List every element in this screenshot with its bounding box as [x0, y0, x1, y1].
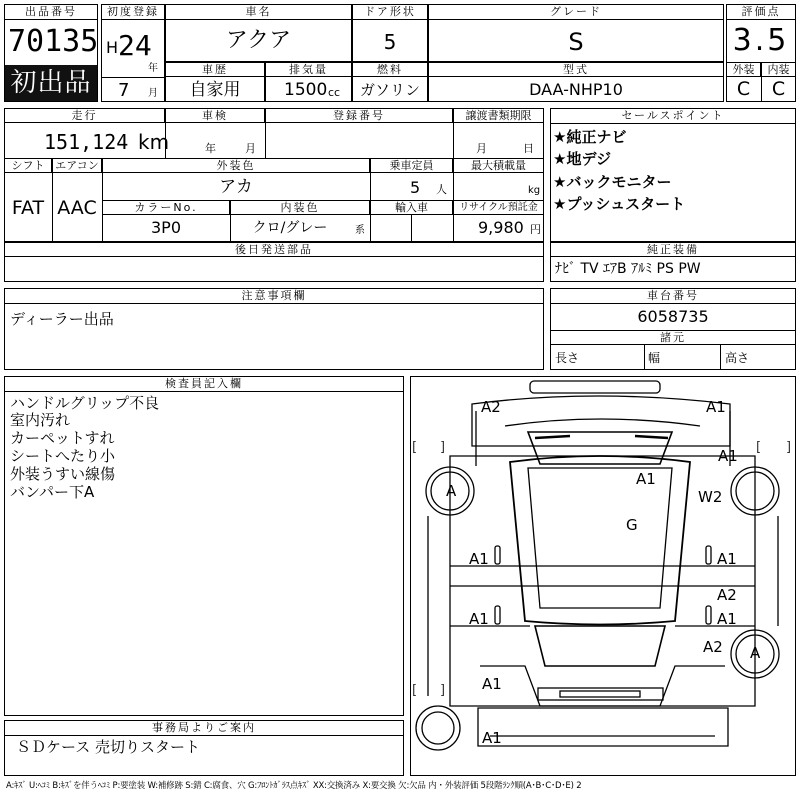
displacement-label: 排気量	[265, 62, 352, 77]
shift-value: FAT	[11, 197, 45, 219]
recycle-unit: 円	[530, 223, 541, 236]
first-listing-badge: 初出品	[5, 65, 97, 101]
damage-mark: A2	[481, 398, 501, 416]
inspector-line: カーペットすれ	[10, 429, 115, 447]
year-unit: 年	[148, 63, 158, 74]
lot-label: 出品番号	[4, 4, 98, 20]
car-name: アクア	[225, 28, 292, 53]
shift-label: シフト	[4, 158, 52, 173]
damage-mark: A1	[469, 610, 489, 628]
sales-points-label: セールスポイント	[550, 108, 796, 124]
inspector-line: 室内汚れ	[10, 411, 71, 429]
recycle-value: 9,980	[478, 218, 524, 237]
inspector-line: 外装うすい線傷	[10, 465, 116, 483]
int-color-value: クロ/グレー	[252, 220, 328, 236]
transfer-month-unit: 月	[476, 142, 487, 155]
import-label: 輸入車	[370, 200, 453, 215]
recycle-label: リサイクル預託金	[453, 200, 544, 215]
exterior-grade-label: 外装	[726, 62, 761, 77]
lot-number: 70135	[8, 24, 99, 59]
damage-mark: A1	[717, 550, 737, 568]
ac-label: エアコン	[52, 158, 102, 173]
car-name-label: 車名	[165, 4, 352, 20]
mileage-label: 走行	[4, 108, 165, 123]
max-load-label: 最大積載量	[453, 158, 544, 173]
chassis-value: 6058735	[637, 307, 709, 326]
inspection-month-unit: 月	[245, 142, 256, 155]
chassis-label: 車台番号	[550, 288, 796, 304]
door-label: ドア形状	[352, 4, 428, 20]
inspector-line: ハンドルグリップ不良	[10, 394, 160, 412]
capacity-label: 乗車定員	[370, 158, 453, 173]
dims-label: 諸元	[550, 330, 796, 345]
damage-mark: A1	[469, 550, 489, 568]
interior-grade-label: 内装	[761, 62, 796, 77]
transfer-label: 譲渡書類期限	[453, 108, 544, 123]
mileage-value: 151,124	[44, 130, 129, 154]
damage-mark: W2	[698, 488, 723, 506]
sales-point-item: ★バックモニター	[553, 173, 672, 191]
sales-point-item: ★地デジ	[553, 150, 612, 168]
damage-mark: A1	[706, 398, 726, 416]
inspection-year-unit: 年	[205, 142, 216, 155]
int-color-label: 内装色	[230, 200, 370, 215]
inspection-label: 車検	[165, 108, 265, 123]
era-mark: H	[106, 38, 119, 57]
era-year: 24	[118, 29, 152, 62]
mileage-unit: km	[138, 130, 170, 154]
score-label: 評価点	[726, 4, 796, 20]
office-label: 事務局よりご案内	[4, 720, 404, 736]
reg-month: 7	[118, 80, 130, 101]
model-value: DAA-NHP10	[529, 80, 623, 99]
damage-mark: A1	[482, 675, 502, 693]
inspector-line: シートへたり小	[10, 447, 116, 465]
color-no-value: 3P0	[150, 218, 181, 237]
reg-no-label: 登録番号	[265, 108, 453, 123]
equipment-label: 純正装備	[550, 242, 796, 257]
fuel-label: 燃料	[352, 62, 428, 77]
grade-label: グレード	[428, 4, 724, 20]
damage-mark: A1	[718, 447, 738, 465]
interior-grade: C	[771, 78, 786, 100]
sales-point-item: ★プッシュスタート	[553, 195, 686, 213]
exterior-grade: C	[736, 78, 751, 100]
equipment-value: ﾅﾋﾞ TV ｴｱB ｱﾙﾐ PS PW	[555, 261, 701, 277]
displacement-value: 1500	[284, 80, 328, 100]
notes-label: 注意事項欄	[4, 288, 544, 304]
damage-mark: A1	[482, 729, 502, 747]
sales-point-item: ★純正ナビ	[553, 128, 627, 146]
door-value: 5	[383, 30, 397, 54]
inspector-line: バンパー下A	[10, 483, 95, 501]
damage-mark: A1	[636, 470, 656, 488]
notes-value: ディーラー出品	[10, 310, 114, 328]
width-label: 幅	[648, 351, 661, 365]
ext-color-label: 外装色	[102, 158, 370, 173]
model-label: 型式	[428, 62, 724, 77]
damage-mark: A2	[703, 638, 723, 656]
displacement-unit: cc	[328, 86, 341, 99]
office-value: ＳＤケース 売切りスタート	[16, 738, 201, 756]
later-parts-label: 後日発送部品	[4, 242, 544, 257]
ac-value: AAC	[57, 197, 97, 219]
car-diagram	[410, 376, 796, 776]
damage-mark: A2	[717, 586, 737, 604]
capacity-unit: 人	[436, 183, 447, 196]
ext-color-value: アカ	[219, 177, 253, 197]
damage-mark: A1	[717, 610, 737, 628]
fuel-value: ガソリン	[359, 81, 420, 99]
history-label: 車歴	[165, 62, 265, 77]
reg-label: 初度登録	[101, 4, 165, 20]
color-no-label: カラーNo.	[102, 200, 230, 215]
transfer-day-unit: 日	[523, 142, 534, 155]
score-value: 3.5	[732, 23, 790, 58]
grade-value: S	[568, 28, 584, 56]
max-load-unit: kg	[528, 185, 541, 196]
capacity-value: 5	[410, 178, 421, 197]
damage-mark: A	[446, 482, 457, 500]
month-unit: 月	[148, 88, 158, 99]
int-color-unit: 系	[355, 225, 365, 236]
inspector-label: 検査員記入欄	[4, 376, 404, 392]
legend: A:ｷｽﾞ U:ﾍｺﾐ B:ｷｽﾞを伴うﾍｺﾐ P:要塗装 W:補修跡 S:錆 C:腐食、穴 G:ﾌﾛﾝﾄｶﾞﾗｽ点ｷｽﾞ XX:交換済み X:要交換 欠:欠品 内・外装評価 5段階ﾗﾝｸ順(A･B･C･D･E) 2	[6, 781, 582, 791]
length-label: 長さ	[555, 351, 580, 365]
damage-mark: A	[750, 644, 761, 662]
height-label: 高さ	[725, 351, 750, 365]
damage-mark: G	[626, 516, 638, 534]
history-value: 自家用	[189, 80, 241, 100]
